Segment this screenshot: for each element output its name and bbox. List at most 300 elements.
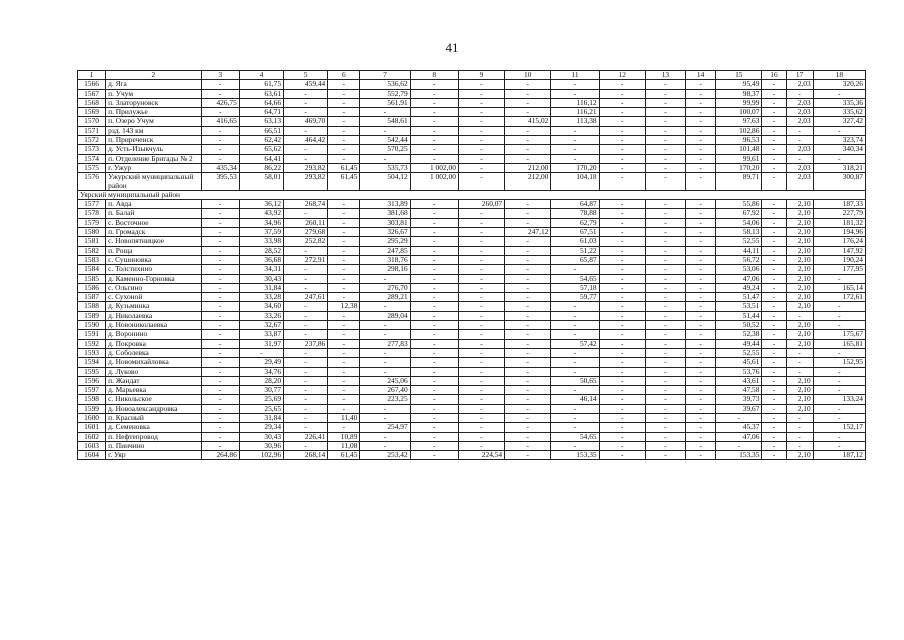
table-cell: -: [686, 404, 716, 413]
table-cell: 318,76: [360, 255, 410, 264]
table-cell: 2,10: [786, 395, 813, 404]
table-cell: -: [599, 173, 645, 191]
table-cell: -: [599, 283, 645, 292]
table-cell: -: [551, 154, 599, 163]
table-row: [78, 274, 866, 283]
table-cell: -: [201, 376, 239, 385]
table-cell: -: [762, 209, 786, 218]
table-cell: -: [458, 348, 504, 357]
table-cell: -: [762, 423, 786, 432]
table-cell: 327,42: [813, 117, 865, 126]
table-cell: -: [551, 441, 599, 450]
settlement-name-cell: д. Новоалександровка: [106, 404, 201, 413]
table-cell: -: [686, 367, 716, 376]
table-cell: 175,67: [813, 330, 865, 339]
table-cell: -: [762, 218, 786, 227]
table-cell: 459,44: [284, 80, 328, 89]
table-cell: -: [686, 145, 716, 154]
table-cell: 2,10: [786, 265, 813, 274]
table-cell: -: [645, 117, 685, 126]
table-cell: 279,68: [284, 228, 328, 237]
table-cell: -: [762, 404, 786, 413]
table-cell: -: [458, 432, 504, 441]
table-cell: 34,96: [239, 218, 283, 227]
table-cell: -: [328, 255, 360, 264]
table-row: [78, 117, 866, 126]
settlement-name-cell: с. Новопятницкое: [106, 237, 201, 246]
table-cell: 2,10: [786, 246, 813, 255]
table-cell: 97,63: [716, 117, 762, 126]
table-cell: 561,91: [360, 98, 410, 107]
table-cell: -: [284, 265, 328, 274]
table-cell: -: [813, 348, 865, 357]
table-cell: 34,76: [239, 367, 283, 376]
table-cell: -: [458, 163, 504, 172]
table-cell: -: [645, 293, 685, 302]
table-row: [78, 80, 866, 89]
table-row: [78, 218, 866, 227]
table-cell: -: [762, 339, 786, 348]
table-cell: 28,52: [239, 246, 283, 255]
table-cell: -: [410, 80, 458, 89]
table-cell: 253,42: [360, 451, 410, 460]
table-cell: -: [599, 218, 645, 227]
table-cell: 504,12: [360, 173, 410, 191]
settlement-name-cell: д. Луково: [106, 367, 201, 376]
table-cell: -: [201, 218, 239, 227]
table-cell: 289,21: [360, 293, 410, 302]
table-cell: -: [599, 265, 645, 274]
column-header-10: 10: [505, 71, 551, 80]
table-cell: -: [645, 89, 685, 98]
table-cell: -: [410, 136, 458, 145]
table-cell: -: [813, 89, 865, 98]
table-cell: 295,29: [360, 237, 410, 246]
table-cell: -: [686, 283, 716, 292]
table-cell: -: [686, 163, 716, 172]
table-cell: -: [786, 367, 813, 376]
table-row: [78, 228, 866, 237]
table-cell: -: [458, 404, 504, 413]
table-cell: -: [762, 117, 786, 126]
table-cell: -: [410, 302, 458, 311]
table-cell: 165,14: [813, 283, 865, 292]
column-header-2: 2: [106, 71, 201, 80]
table-row: [78, 330, 866, 339]
table-cell: 272,91: [284, 255, 328, 264]
table-cell: -: [551, 321, 599, 330]
table-cell: -: [328, 348, 360, 357]
table-cell: -: [599, 145, 645, 154]
table-cell: -: [201, 246, 239, 255]
table-cell: 102,86: [716, 126, 762, 135]
table-cell: 165,81: [813, 339, 865, 348]
table-cell: -: [813, 311, 865, 320]
table-cell: 415,02: [505, 117, 551, 126]
settlement-name-cell: д. Семеновка: [106, 423, 201, 432]
table-cell: -: [458, 126, 504, 135]
table-cell: -: [458, 218, 504, 227]
table-cell: -: [599, 339, 645, 348]
table-cell: -: [686, 218, 716, 227]
settlement-name-cell: Ужурский муниципальный район: [106, 173, 201, 191]
table-cell: 190,24: [813, 255, 865, 264]
table-cell: -: [762, 200, 786, 209]
table-cell: -: [284, 302, 328, 311]
table-cell: -: [328, 80, 360, 89]
settlement-name-cell: п. Авда: [106, 200, 201, 209]
table-cell: 34,31: [239, 265, 283, 274]
table-cell: 176,24: [813, 237, 865, 246]
table-cell: -: [284, 441, 328, 450]
table-cell: -: [458, 413, 504, 422]
table-cell: 252,82: [284, 237, 328, 246]
table-cell: -: [410, 283, 458, 292]
table-cell: 62,79: [551, 218, 599, 227]
table-cell: 55,86: [716, 200, 762, 209]
table-cell: 335,36: [813, 98, 865, 107]
row-number-cell: 1595: [78, 367, 106, 376]
table-cell: 99,61: [716, 154, 762, 163]
table-cell: -: [686, 89, 716, 98]
table-cell: 56,72: [716, 255, 762, 264]
table-cell: -: [645, 246, 685, 255]
column-header-12: 12: [599, 71, 645, 80]
table-cell: -: [410, 311, 458, 320]
table-cell: -: [645, 136, 685, 145]
table-cell: -: [686, 237, 716, 246]
table-cell: -: [551, 386, 599, 395]
table-cell: -: [599, 246, 645, 255]
table-cell: -: [328, 108, 360, 117]
table-cell: 172,61: [813, 293, 865, 302]
table-cell: 29,34: [239, 423, 283, 432]
table-cell: -: [599, 367, 645, 376]
table-row: [78, 376, 866, 385]
table-cell: -: [686, 432, 716, 441]
table-cell: -: [762, 108, 786, 117]
table-cell: 63,13: [239, 117, 283, 126]
table-cell: -: [686, 311, 716, 320]
table-cell: -: [686, 117, 716, 126]
table-cell: 29,49: [239, 358, 283, 367]
table-cell: -: [599, 117, 645, 126]
settlement-name-cell: д. Новониколаевка: [106, 321, 201, 330]
table-cell: 223,25: [360, 395, 410, 404]
table-cell: -: [201, 255, 239, 264]
row-number-cell: 1599: [78, 404, 106, 413]
table-cell: -: [201, 283, 239, 292]
table-cell: -: [686, 108, 716, 117]
table-cell: -: [813, 321, 865, 330]
row-number-cell: 1603: [78, 441, 106, 450]
table-row: [78, 136, 866, 145]
table-cell: -: [458, 376, 504, 385]
table-cell: 320,26: [813, 80, 865, 89]
settlement-name-cell: с. Ольгино: [106, 283, 201, 292]
table-cell: 12,38: [328, 302, 360, 311]
column-header-16: 16: [762, 71, 786, 80]
table-cell: -: [686, 413, 716, 422]
table-cell: -: [201, 228, 239, 237]
table-cell: 469,70: [284, 117, 328, 126]
settlement-name-cell: г. Уяр: [106, 451, 201, 460]
table-cell: -: [284, 154, 328, 163]
table-cell: -: [458, 255, 504, 264]
table-cell: -: [410, 321, 458, 330]
table-cell: 570,25: [360, 145, 410, 154]
table-cell: -: [645, 173, 685, 191]
table-cell: -: [201, 80, 239, 89]
table-cell: -: [551, 302, 599, 311]
table-cell: -: [201, 358, 239, 367]
settlement-name-cell: п. Жандат: [106, 376, 201, 385]
table-cell: 2,03: [786, 117, 813, 126]
column-header-8: 8: [410, 71, 458, 80]
table-cell: -: [505, 404, 551, 413]
table-cell: -: [328, 89, 360, 98]
row-number-cell: 1576: [78, 173, 106, 191]
table-cell: 51,44: [716, 311, 762, 320]
table-cell: -: [813, 302, 865, 311]
table-cell: -: [551, 404, 599, 413]
table-cell: -: [686, 339, 716, 348]
table-cell: 542,44: [360, 136, 410, 145]
table-cell: 43,92: [239, 209, 283, 218]
table-cell: -: [599, 154, 645, 163]
table-row: [78, 200, 866, 209]
table-cell: 44,11: [716, 246, 762, 255]
table-cell: -: [360, 367, 410, 376]
table-cell: 33,98: [239, 237, 283, 246]
table-cell: 28,20: [239, 376, 283, 385]
table-cell: -: [645, 423, 685, 432]
table-cell: -: [201, 339, 239, 348]
table-cell: 64,87: [551, 200, 599, 209]
table-cell: 37,59: [239, 228, 283, 237]
table-cell: -: [813, 413, 865, 422]
table-cell: -: [410, 200, 458, 209]
table-row: [78, 348, 866, 357]
table-cell: -: [410, 423, 458, 432]
column-header-6: 6: [328, 71, 360, 80]
table-cell: -: [645, 154, 685, 163]
table-cell: -: [762, 265, 786, 274]
table-cell: 289,04: [360, 311, 410, 320]
table-cell: 267,40: [360, 386, 410, 395]
table-cell: 535,73: [360, 163, 410, 172]
table-cell: 2,03: [786, 80, 813, 89]
table-row: [78, 145, 866, 154]
table-row: [78, 321, 866, 330]
table-cell: 2,10: [786, 330, 813, 339]
table-cell: -: [201, 302, 239, 311]
settlement-name-cell: д. Каменно-Горновка: [106, 274, 201, 283]
table-cell: 54,65: [551, 274, 599, 283]
table-cell: -: [786, 311, 813, 320]
table-cell: -: [360, 302, 410, 311]
table-cell: -: [328, 321, 360, 330]
table-cell: 2,03: [786, 108, 813, 117]
table-cell: 260,07: [458, 200, 504, 209]
table-cell: -: [762, 330, 786, 339]
table-cell: 1 002,00: [410, 163, 458, 172]
table-cell: -: [505, 89, 551, 98]
table-cell: -: [284, 404, 328, 413]
table-cell: -: [686, 136, 716, 145]
table-cell: -: [813, 367, 865, 376]
table-cell: 33,28: [239, 293, 283, 302]
table-row: [78, 173, 866, 191]
table-cell: 30,77: [239, 386, 283, 395]
table-cell: 293,82: [284, 163, 328, 172]
table-cell: 212,00: [505, 173, 551, 191]
table-cell: -: [505, 330, 551, 339]
table-cell: -: [328, 395, 360, 404]
table-cell: 51,47: [716, 293, 762, 302]
table-row: [78, 339, 866, 348]
table-row: [78, 386, 866, 395]
table-cell: -: [762, 395, 786, 404]
row-number-cell: 1591: [78, 330, 106, 339]
table-cell: -: [762, 237, 786, 246]
table-cell: 39,67: [716, 404, 762, 413]
row-number-cell: 1579: [78, 218, 106, 227]
row-number-cell: 1581: [78, 237, 106, 246]
table-cell: -: [813, 441, 865, 450]
table-cell: -: [599, 441, 645, 450]
table-cell: 2,10: [786, 404, 813, 413]
table-cell: -: [239, 348, 283, 357]
table-cell: -: [328, 386, 360, 395]
table-cell: -: [762, 89, 786, 98]
table-cell: 52,55: [716, 348, 762, 357]
table-cell: 536,62: [360, 80, 410, 89]
table-cell: -: [328, 200, 360, 209]
table-cell: -: [201, 274, 239, 283]
table-cell: -: [645, 367, 685, 376]
table-cell: -: [762, 386, 786, 395]
table-cell: -: [645, 404, 685, 413]
table-cell: -: [645, 441, 685, 450]
table-row: [78, 283, 866, 292]
table-cell: 53,76: [716, 367, 762, 376]
table-cell: -: [686, 274, 716, 283]
table-cell: 323,74: [813, 136, 865, 145]
table-cell: 49,24: [716, 283, 762, 292]
table-cell: -: [328, 136, 360, 145]
table-cell: 181,32: [813, 218, 865, 227]
table-cell: 254,97: [360, 423, 410, 432]
settlement-name-cell: с. Сухоной: [106, 293, 201, 302]
table-cell: -: [328, 423, 360, 432]
table-cell: -: [645, 348, 685, 357]
table-cell: 67,51: [551, 228, 599, 237]
table-cell: -: [762, 432, 786, 441]
table-cell: -: [645, 126, 685, 135]
table-cell: 426,75: [201, 98, 239, 107]
table-row: [78, 404, 866, 413]
table-cell: 58,01: [239, 173, 283, 191]
table-cell: 1 002,00: [410, 173, 458, 191]
table-cell: 2,10: [786, 451, 813, 460]
table-cell: 57,42: [551, 339, 599, 348]
table-cell: -: [410, 376, 458, 385]
table-cell: 194,96: [813, 228, 865, 237]
table-cell: -: [360, 432, 410, 441]
table-cell: 116,21: [551, 108, 599, 117]
table-cell: 36,12: [239, 200, 283, 209]
table-row: [78, 154, 866, 163]
table-cell: -: [201, 395, 239, 404]
row-number-cell: 1585: [78, 274, 106, 283]
table-cell: 104,18: [551, 173, 599, 191]
table-cell: -: [410, 246, 458, 255]
table-cell: 49,44: [716, 339, 762, 348]
table-cell: 52,55: [716, 237, 762, 246]
table-cell: -: [410, 265, 458, 274]
table-cell: -: [458, 154, 504, 163]
settlement-name-cell: п. Прилужье: [106, 108, 201, 117]
table-cell: -: [284, 367, 328, 376]
table-cell: 2,10: [786, 218, 813, 227]
table-cell: 2,10: [786, 302, 813, 311]
table-row: [78, 293, 866, 302]
table-cell: -: [328, 293, 360, 302]
table-cell: 116,12: [551, 98, 599, 107]
table-cell: -: [686, 302, 716, 311]
table-cell: -: [458, 117, 504, 126]
settlement-name-cell: с. Никольское: [106, 395, 201, 404]
table-cell: -: [762, 293, 786, 302]
table-cell: -: [762, 145, 786, 154]
table-cell: 247,85: [360, 246, 410, 255]
section-row: [78, 190, 866, 199]
column-header-7: 7: [360, 71, 410, 80]
table-row: [78, 311, 866, 320]
table-cell: -: [599, 404, 645, 413]
row-number-cell: 1590: [78, 321, 106, 330]
settlement-name-cell: д. Усть-Изыкчуль: [106, 145, 201, 154]
row-number-cell: 1569: [78, 108, 106, 117]
table-row: [78, 395, 866, 404]
table-cell: -: [458, 145, 504, 154]
table-cell: 45,61: [716, 358, 762, 367]
table-cell: -: [645, 283, 685, 292]
settlement-name-cell: с. Восточное: [106, 218, 201, 227]
table-cell: -: [505, 136, 551, 145]
table-cell: -: [505, 395, 551, 404]
table-cell: -: [360, 330, 410, 339]
table-cell: 53,06: [716, 265, 762, 274]
settlement-name-cell: п. Пинчино: [106, 441, 201, 450]
table-cell: -: [762, 98, 786, 107]
table-cell: -: [599, 395, 645, 404]
table-cell: -: [645, 209, 685, 218]
table-cell: 552,79: [360, 89, 410, 98]
table-cell: 2,10: [786, 274, 813, 283]
table-cell: -: [686, 293, 716, 302]
table-cell: 277,83: [360, 339, 410, 348]
table-cell: 39,73: [716, 395, 762, 404]
table-cell: 395,53: [201, 173, 239, 191]
table-cell: -: [505, 237, 551, 246]
settlement-name-cell: п. Роща: [106, 246, 201, 255]
table-cell: 340,34: [813, 145, 865, 154]
table-cell: 61,03: [551, 237, 599, 246]
settlement-name-cell: п. Златоруновск: [106, 98, 201, 107]
table-cell: -: [505, 80, 551, 89]
